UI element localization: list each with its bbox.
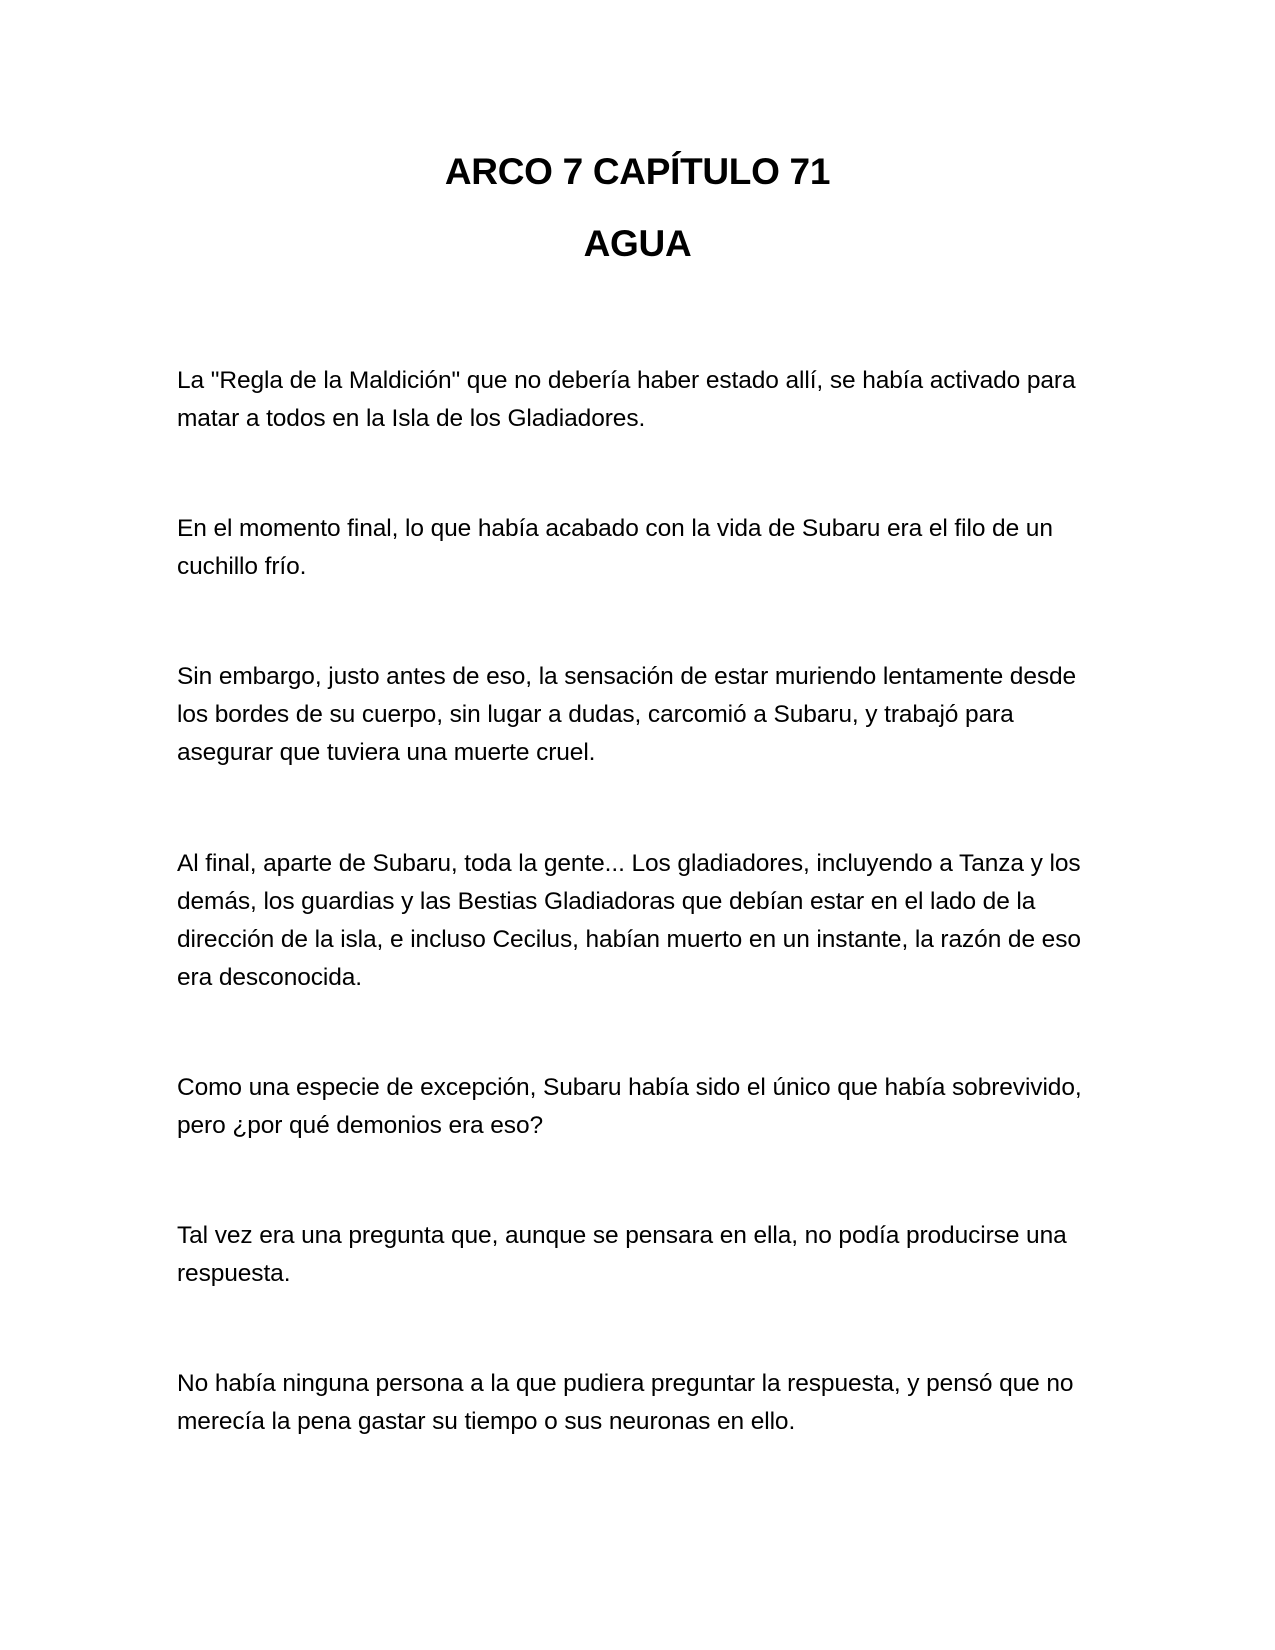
chapter-title: AGUA [583,223,692,264]
paragraph-2: En el momento final, lo que había acabado con la vida de Subaru era el filo de un cuchillo frío. [177,515,1053,580]
paragraph-3: Sin embargo, justo antes de eso, la sensación de estar muriendo lentamente desde los bordes de su cuerpo, sin lugar a dudas, carcomió a Subaru, y trabajó para asegurar que tuviera una muerte cruel. [177,663,1077,766]
paragraph-7: No había ninguna persona a la que pudiera preguntar la respuesta, y pensó que no merecía la pena gastar su tiempo o sus neuronas en ello. [177,1370,1074,1435]
chapter-heading: ARCO 7 CAPÍTULO 71 [444,151,831,192]
paragraph-4: Al final, aparte de Subaru, toda la gente... Los gladiadores, incluyendo a Tanza y los demás, los guardias y las Bestias Gladiadoras que debían estar en el lado de la dirección de la isla, e incluso Cecilus, habían muerto en un instante, la razón de eso era desconocida. [177,850,1081,991]
paragraph-5: Como una especie de excepción, Subaru había sido el único que había sobrevivido, pero ¿por qué demonios era eso? [177,1074,1082,1139]
paragraph-6: Tal vez era una pregunta que, aunque se pensara en ella, no podía producirse una respuesta. [177,1222,1067,1287]
paragraph-1: La "Regla de la Maldición" que no debería haber estado allí, se había activado para matar a todos en la Isla de los Gladiadores. [177,367,1076,432]
